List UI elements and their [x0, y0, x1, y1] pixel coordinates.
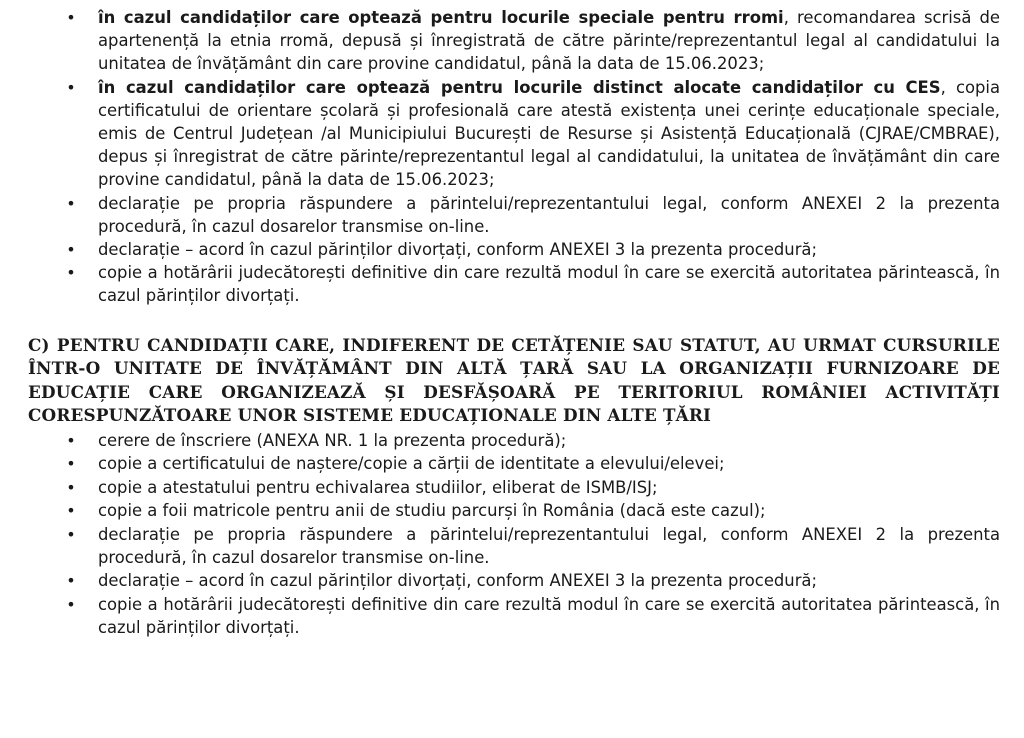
list-item	[62, 499, 1000, 522]
list-item	[62, 452, 1000, 475]
item-text: cerere de înscriere (ANEXA NR. 1 la prezenta procedură);	[98, 431, 567, 451]
requirements-list	[62, 6, 1000, 308]
section-c-list	[62, 429, 1000, 640]
item-text: declarație pe propria răspundere a părintelui/reprezentantului legal, conform ANEXEI 2 la prezenta procedură, în cazul dosarelor transmise on-line.	[98, 524, 1000, 568]
bullet-icon: •	[66, 240, 76, 260]
bullet-icon: •	[66, 193, 76, 213]
item-text: declarație pe propria răspundere a părintelui/reprezentantului legal, conform ANEXEI 2 la prezenta procedură, în cazul dosarelor transmise on-line.	[98, 193, 1000, 236]
section-c-heading: C) PENTRU CANDIDAȚII CARE, INDIFERENT DE CETĂȚENIE SAU STATUT, AU URMAT CURSURILE ÎNTR-O UNITATE DE ÎNVĂȚĂMÂNT DIN ALTĂ ȚARĂ SAU LA ORGANIZAȚII FURNIZOARE DE EDUCAȚIE CARE ORGANIZEAZĂ ȘI DESFĂȘOARĂ PE TERITORIUL ROMÂNIEI ACTIVITĂȚI CORESPUNZĂTOARE UNOR SISTEME EDUCAȚIONALE DIN ALTE ȚĂRI	[28, 334, 1000, 426]
item-text: copie a certificatului de naștere/copie a cărții de identitate a elevului/elevei;	[98, 454, 725, 474]
item-text: copie a hotărârii judecătorești definitive din care rezultă modul în care se exercită autoritatea părintească, în cazul părinților divorțați.	[98, 263, 1000, 306]
bullet-icon: •	[66, 431, 76, 451]
item-text: copie a hotărârii judecătorești definitive din care rezultă modul în care se exercită autoritatea părintească, în cazul părinților divorțați.	[98, 594, 1000, 638]
list-item	[62, 569, 1000, 592]
bullet-icon: •	[66, 477, 76, 497]
item-text: , recomandarea scrisă de apartenență la etnia rromă, depusă și înregistrată de către părinte/reprezentantul legal al candidatului la unitatea de învățământ din care provine candidatul, până la data de 15.06.2023;	[98, 8, 1000, 74]
list-item-declaration	[62, 192, 1000, 238]
item-text: copie a foii matricole pentru anii de studiu parcurși în România (dacă este cazul);	[98, 501, 766, 521]
list-item-court-decision	[62, 261, 1000, 307]
item-text: copie a atestatului pentru echivalarea studiilor, eliberat de ISMB/ISJ;	[98, 477, 658, 497]
item-lead-text: în cazul candidaților care optează pentru locurile distinct alocate candidaților cu CES	[98, 77, 941, 97]
list-item-rroma	[62, 6, 1000, 76]
list-item	[62, 593, 1000, 640]
list-item-divorce-agreement	[62, 238, 1000, 261]
list-item-ces	[62, 76, 1000, 192]
bullet-icon: •	[66, 501, 76, 521]
item-text: declarație – acord în cazul părinților divorțați, conform ANEXEI 3 la prezenta procedură;	[98, 571, 817, 591]
bullet-icon: •	[66, 594, 76, 614]
bullet-icon: •	[66, 524, 76, 544]
bullet-icon: •	[66, 571, 76, 591]
list-item	[62, 476, 1000, 499]
list-item	[62, 429, 1000, 452]
bullet-icon: •	[66, 77, 76, 97]
item-text: declarație – acord în cazul părinților divorțați, conform ANEXEI 3 la prezenta procedură;	[98, 240, 817, 260]
bullet-icon: •	[66, 8, 76, 27]
item-text: , copia certificatului de orientare școlară și profesională care atestă existența unei cerințe educaționale speciale, emis de Centrul Județean /al Municipiului București de Resurse și Asistență Educațională (CJRAE/CMBRAE), depus și înregistrat de către părinte/reprezentantul legal al candidatului, la unitatea de învățământ din care provine candidatul, până la data de 15.06.2023;	[98, 77, 1000, 190]
bullet-icon: •	[66, 454, 76, 474]
bullet-icon: •	[66, 263, 76, 283]
list-item	[62, 523, 1000, 570]
item-lead-text: în cazul candidaților care optează pentru locurile speciale pentru rromi	[98, 8, 784, 27]
